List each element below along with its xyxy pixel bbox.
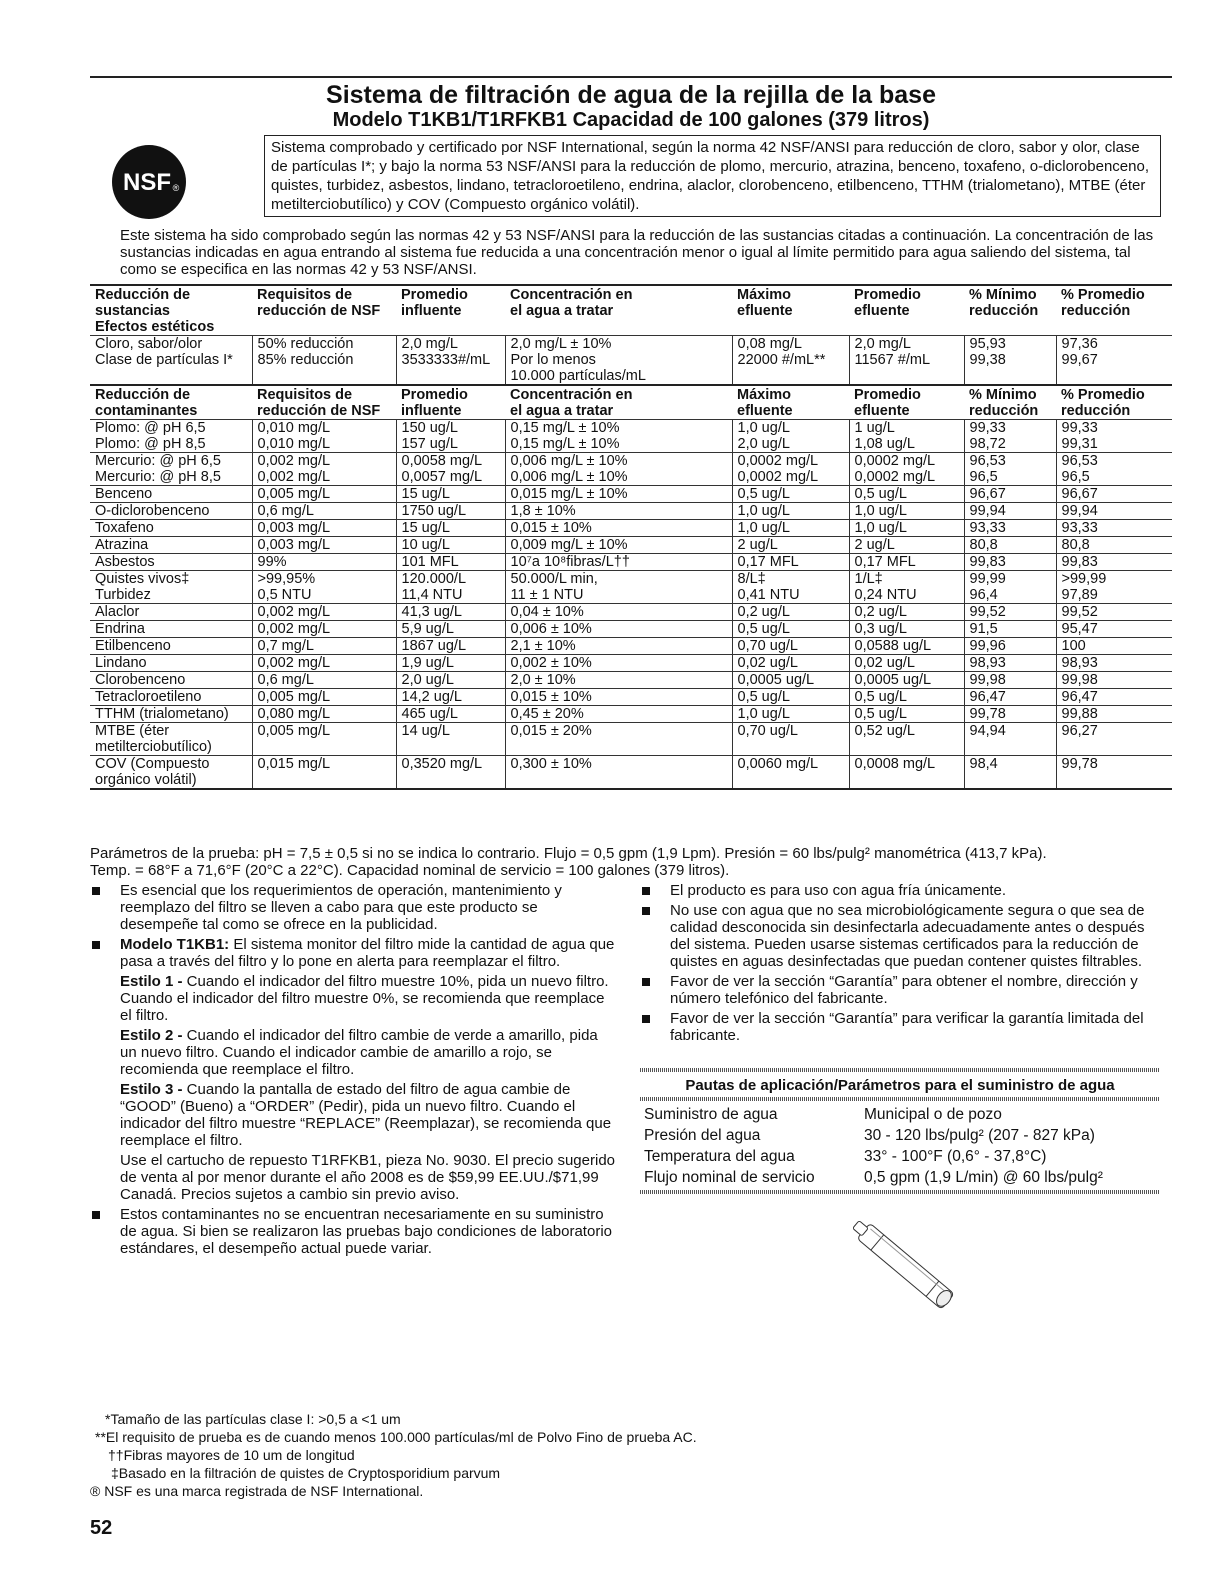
- table-cell: 0,7 mg/L: [252, 638, 396, 655]
- table-cell: 1,0 ug/L: [732, 706, 849, 723]
- table-cell: 0,0002 mg/L 0,0002 mg/L: [732, 453, 849, 486]
- table-row: [90, 638, 1172, 655]
- table-cell: 1,0 ug/L: [849, 520, 964, 537]
- table-cell: 99,88: [1056, 706, 1172, 723]
- top-rule: [90, 76, 1172, 78]
- table-row: [90, 503, 1172, 520]
- table-cell: 0,300 ± 10%: [505, 756, 732, 790]
- table-cell: >99,99 97,89: [1056, 571, 1172, 604]
- table-row: [90, 554, 1172, 571]
- guideline-row: Temperatura del agua 33° - 100°F (0,6° - 37,8°C): [644, 1148, 1047, 1165]
- params-line: Temp. = 68°F a 71,6°F (20°C a 22°C). Capacidad nominal de servicio = 100 galones (379 litros).: [90, 862, 730, 879]
- table-cell: 1,0 ug/L: [732, 503, 849, 520]
- table-cell: 0,002 ± 10%: [505, 655, 732, 672]
- table-cell: 0,3520 mg/L: [396, 756, 505, 790]
- list-item: No use con agua que no sea microbiológicamente segura o que sea de calidad desconocida sin desinfectarla adecuadamente antes o después del sistema. Pueden usarse sistemas certificados para la reducción de quistes en aguas desinfectadas que puedan contener quistes filtrables.: [640, 902, 1160, 970]
- right-column: [640, 882, 1160, 1047]
- table-cell: 465 ug/L: [396, 706, 505, 723]
- table-cell: 0,015 ± 10%: [505, 689, 732, 706]
- style-3-note: Estilo 3 - Cuando la pantalla de estado del filtro de agua cambie de “GOOD” (Bueno) a “ORDER” (Pedir), pida un nuevo filtro. Cuando el indicador del filtro muestre “REPLACE” (Reemplazar), se recomienda que reemplace el filtro.: [120, 1081, 612, 1149]
- table-row: [90, 571, 1172, 604]
- table-cell: 100: [1056, 638, 1172, 655]
- table-cell: 0,04 ± 10%: [505, 604, 732, 621]
- list-item: Modelo T1KB1: El sistema monitor del filtro mide la cantidad de agua que pasa a través del filtro y lo pone en alerta para reemplazar el filtro.: [90, 936, 615, 970]
- table-cell: 0,006 mg/L ± 10% 0,006 mg/L ± 10%: [505, 453, 732, 486]
- table-cell: 2,0 ug/L: [396, 672, 505, 689]
- table-cell: 94,94: [964, 723, 1056, 756]
- table-cell: O-diclorobenceno: [90, 503, 252, 520]
- guideline-row: Presión del agua 30 - 120 lbs/pulg² (207 - 827 kPa): [644, 1127, 1095, 1144]
- table-cell: 95,93 99,38: [964, 336, 1056, 386]
- style-1-note: Estilo 1 - Cuando el indicador del filtro muestre 10%, pida un nuevo filtro. Cuando el indicador del filtro muestre 0%, se recomienda que reemplace el filtro.: [120, 973, 609, 1024]
- table-cell: 14,2 ug/L: [396, 689, 505, 706]
- footnotes: [90, 1410, 890, 1500]
- table-cell: 0,0002 mg/L 0,0002 mg/L: [849, 453, 964, 486]
- table-cell: 99,98: [1056, 672, 1172, 689]
- table-cell: 0,003 mg/L: [252, 520, 396, 537]
- table-cell: 0,3 ug/L: [849, 621, 964, 638]
- table-cell: 93,33: [1056, 520, 1172, 537]
- table-cell: 0,015 mg/L ± 10%: [505, 486, 732, 503]
- table-cell: 95,47: [1056, 621, 1172, 638]
- cartridge-note: Use el cartucho de repuesto T1RFKB1, pieza No. 9030. El precio sugerido de venta al por menor durante el año 2008 es de $59,99 EE.UU./$71,99 Canadá. Precios sujetos a cambio sin previo aviso.: [120, 1152, 615, 1203]
- table-cell: MTBE (éter metilterciobutílico): [90, 723, 252, 756]
- water-supply-guidelines: [640, 1068, 1160, 1194]
- table-cell: 96,53 96,5: [964, 453, 1056, 486]
- list-item: Favor de ver la sección “Garantía” para verificar la garantía limitada del fabricante.: [640, 1010, 1160, 1044]
- table-row: [90, 689, 1172, 706]
- table-cell: 0,5 ug/L: [732, 486, 849, 503]
- footnote: **El requisito de prueba es de cuando menos 100.000 partículas/ml de Polvo Fino de prueba AC.: [95, 1429, 697, 1445]
- page-title: Sistema de filtración de agua de la rejilla de la base: [326, 81, 936, 109]
- column-header: % Mínimo reducción: [964, 285, 1056, 336]
- table-cell: Etilbenceno: [90, 638, 252, 655]
- table-cell: 2,0 mg/L 11567 #/mL: [849, 336, 964, 386]
- table-row: [90, 486, 1172, 503]
- table-cell: COV (Compuesto orgánico volátil): [90, 756, 252, 790]
- table-cell: 99,52: [964, 604, 1056, 621]
- guidelines-title: Pautas de aplicación/Parámetros para el suministro de agua: [685, 1077, 1115, 1094]
- table-cell: 2 ug/L: [849, 537, 964, 554]
- column-header: Reducción de contaminantes: [90, 385, 252, 420]
- table-cell: 0,005 mg/L: [252, 723, 396, 756]
- table-cell: 120.000/L 11,4 NTU: [396, 571, 505, 604]
- table-cell: 2,0 ± 10%: [505, 672, 732, 689]
- list-item: El producto es para uso con agua fría únicamente.: [640, 882, 1160, 899]
- table-cell: 0,2 ug/L: [732, 604, 849, 621]
- table-cell: 0,08 mg/L 22000 #/mL**: [732, 336, 849, 386]
- test-parameters: [90, 845, 1172, 879]
- table-cell: 0,0588 ug/L: [849, 638, 964, 655]
- table-cell: 0,5 ug/L: [849, 706, 964, 723]
- table-header-row: [90, 285, 1172, 336]
- table-cell: 1 ug/L 1,08 ug/L: [849, 420, 964, 453]
- intro-paragraph: Este sistema ha sido comprobado según las normas 42 y 53 NSF/ANSI para la reducción de las sustancias citadas a continuación. La concentración de las sustancias indicadas en agua entrando al sistema fue reducida a una concentración menor o igual al límite permitido para agua saliendo del sistema, tal como se especifica en las normas 42 y 53 NSF/ANSI.: [120, 227, 1154, 278]
- table-cell: 99,94: [1056, 503, 1172, 520]
- page-subtitle: Modelo T1KB1/T1RFKB1 Capacidad de 100 galones (379 litros): [332, 109, 930, 131]
- list-item: Estos contaminantes no se encuentran necesariamente en su suministro de agua. Si bien se realizaron las pruebas bajo condiciones de laboratorio estándares, el desempeño actual puede variar.: [90, 1206, 615, 1257]
- table-cell: 0,015 ± 20%: [505, 723, 732, 756]
- table-cell: 0,5 ug/L: [732, 621, 849, 638]
- table-cell: 5,9 ug/L: [396, 621, 505, 638]
- table-row: [90, 655, 1172, 672]
- table-cell: Mercurio: @ pH 6,5 Mercurio: @ pH 8,5: [90, 453, 252, 486]
- table-cell: 0,002 mg/L: [252, 621, 396, 638]
- table-cell: 10 ug/L: [396, 537, 505, 554]
- reduction-table: [90, 284, 1172, 790]
- table-cell: 10⁷a 10⁸fibras/L††: [505, 554, 732, 571]
- table-cell: 80,8: [964, 537, 1056, 554]
- table-cell: 1,0 ug/L: [732, 520, 849, 537]
- column-header: Reducción de sustancias Efectos estéticos: [90, 285, 252, 336]
- table-cell: 97,36 99,67: [1056, 336, 1172, 386]
- table-cell: 96,53 96,5: [1056, 453, 1172, 486]
- params-line: Parámetros de la prueba: pH = 7,5 ± 0,5 si no se indica lo contrario. Flujo = 0,5 gpm (1,9 Lpm). Presión = 60 lbs/pulg² manométrica (413,7 kPa).: [90, 845, 1047, 862]
- table-row: [90, 537, 1172, 554]
- table-cell: 0,0005 ug/L: [732, 672, 849, 689]
- table-cell: 0,70 ug/L: [732, 638, 849, 655]
- table-cell: Alaclor: [90, 604, 252, 621]
- table-row: [90, 756, 1172, 790]
- table-cell: 98,93: [1056, 655, 1172, 672]
- table-cell: Toxafeno: [90, 520, 252, 537]
- table-cell: Atrazina: [90, 537, 252, 554]
- logo-mark: ®: [172, 183, 180, 193]
- table-cell: 0,002 mg/L 0,002 mg/L: [252, 453, 396, 486]
- footnote: ††Fibras mayores de 10 um de longitud: [108, 1447, 355, 1463]
- table-cell: Quistes vivos‡ Turbidez: [90, 571, 252, 604]
- table-cell: 99,83: [964, 554, 1056, 571]
- guideline-row: Flujo nominal de servicio 0,5 gpm (1,9 L/min) @ 60 lbs/pulg²: [644, 1169, 1103, 1186]
- table-cell: 96,67: [1056, 486, 1172, 503]
- table-cell: >99,95% 0,5 NTU: [252, 571, 396, 604]
- table-cell: 50.000/L min, 11 ± 1 NTU: [505, 571, 732, 604]
- table-cell: 98,4: [964, 756, 1056, 790]
- table-cell: 99,78: [964, 706, 1056, 723]
- table-cell: 0,080 mg/L: [252, 706, 396, 723]
- table-row: [90, 706, 1172, 723]
- table-cell: 1867 ug/L: [396, 638, 505, 655]
- table-cell: 2 ug/L: [732, 537, 849, 554]
- nsf-logo-icon: [110, 143, 188, 221]
- table-cell: 99,96: [964, 638, 1056, 655]
- footnote: ‡Basado en la filtración de quistes de Cryptosporidium parvum: [111, 1465, 501, 1481]
- table-row: [90, 723, 1172, 756]
- table-cell: 99,33 98,72: [964, 420, 1056, 453]
- table-header-row: [90, 385, 1172, 420]
- table-cell: 41,3 ug/L: [396, 604, 505, 621]
- table-cell: 0,5 ug/L: [849, 486, 964, 503]
- filter-cartridge-icon: [840, 1212, 970, 1322]
- table-cell: 96,67: [964, 486, 1056, 503]
- table-cell: 0,010 mg/L 0,010 mg/L: [252, 420, 396, 453]
- table-cell: 14 ug/L: [396, 723, 505, 756]
- table-cell: Cloro, sabor/olor Clase de partículas I*: [90, 336, 252, 386]
- left-column: [90, 882, 615, 1260]
- table-cell: 1750 ug/L: [396, 503, 505, 520]
- column-header: % Promedio reducción: [1056, 385, 1172, 420]
- table-cell: 96,47: [1056, 689, 1172, 706]
- certification-box: Sistema comprobado y certificado por NSF International, según la norma 42 NSF/ANSI para reducción de cloro, sabor y olor, clase de partículas I*; y bajo la norma 53 NSF/ANSI para la reducción de plomo, mercurio, atrazina, benceno, toxafeno, o-diclorobenceno, quistes, turbidez, asbestos, lindano, tetracloroetileno, endrina, alaclor, clorobenceno, etilbenceno, TTHM (trialometano), MTBE (éter metilterciobutílico) y COV (Compuesto orgánico volátil).: [264, 135, 1161, 217]
- table-cell: 0,0060 mg/L: [732, 756, 849, 790]
- column-header: Requisitos de reducción de NSF: [252, 285, 396, 336]
- table-cell: 1,8 ± 10%: [505, 503, 732, 520]
- table-cell: 99,33 99,31: [1056, 420, 1172, 453]
- column-header: % Mínimo reducción: [964, 385, 1056, 420]
- table-cell: 99%: [252, 554, 396, 571]
- table-cell: 0,17 MFL: [849, 554, 964, 571]
- table-cell: 0,45 ± 20%: [505, 706, 732, 723]
- table-cell: 0,003 mg/L: [252, 537, 396, 554]
- table-cell: Plomo: @ pH 6,5 Plomo: @ pH 8,5: [90, 420, 252, 453]
- column-header: Máximo efluente: [732, 285, 849, 336]
- table-cell: 96,47: [964, 689, 1056, 706]
- table-cell: 0,15 mg/L ± 10% 0,15 mg/L ± 10%: [505, 420, 732, 453]
- table-cell: Clorobenceno: [90, 672, 252, 689]
- logo-text: NSF: [123, 169, 171, 196]
- table-cell: 0,015 mg/L: [252, 756, 396, 790]
- table-cell: 96,27: [1056, 723, 1172, 756]
- table-cell: 0,0058 mg/L 0,0057 mg/L: [396, 453, 505, 486]
- column-header: Promedio efluente: [849, 385, 964, 420]
- list-item: Es esencial que los requerimientos de operación, mantenimiento y reemplazo del filtro se lleven a cabo para que este producto se desempeñe tal como se ofrece en la publicidad.: [90, 882, 615, 933]
- table-cell: Lindano: [90, 655, 252, 672]
- table-cell: 1,0 ug/L: [849, 503, 964, 520]
- table-cell: Endrina: [90, 621, 252, 638]
- footnote: *Tamaño de las partículas clase I: >0,5 a <1 um: [105, 1411, 401, 1427]
- column-header: % Promedio reducción: [1056, 285, 1172, 336]
- table-cell: 0,02 ug/L: [849, 655, 964, 672]
- column-header: Promedio efluente: [849, 285, 964, 336]
- table-row: [90, 336, 1172, 386]
- table-cell: 99,83: [1056, 554, 1172, 571]
- table-cell: 15 ug/L: [396, 486, 505, 503]
- table-row: [90, 420, 1172, 453]
- table-cell: 0,002 mg/L: [252, 655, 396, 672]
- table-cell: 0,002 mg/L: [252, 604, 396, 621]
- table-cell: 0,5 ug/L: [732, 689, 849, 706]
- table-cell: 8/L‡ 0,41 NTU: [732, 571, 849, 604]
- guideline-row: Suministro de agua Municipal o de pozo: [644, 1106, 1002, 1123]
- table-cell: 101 MFL: [396, 554, 505, 571]
- column-header: Concentración en el agua a tratar: [505, 285, 732, 336]
- table-cell: 0,2 ug/L: [849, 604, 964, 621]
- column-header: Promedio influente: [396, 285, 505, 336]
- page-number: 52: [90, 1517, 113, 1539]
- table-cell: Benceno: [90, 486, 252, 503]
- table-cell: 93,33: [964, 520, 1056, 537]
- table-cell: 2,0 mg/L 3533333#/mL: [396, 336, 505, 386]
- table-cell: 0,005 mg/L: [252, 689, 396, 706]
- table-cell: 0,0008 mg/L: [849, 756, 964, 790]
- table-cell: 99,94: [964, 503, 1056, 520]
- table-cell: 50% reducción 85% reducción: [252, 336, 396, 386]
- table-row: [90, 453, 1172, 486]
- table-cell: 99,78: [1056, 756, 1172, 790]
- table-cell: 0,17 MFL: [732, 554, 849, 571]
- table-cell: 0,005 mg/L: [252, 486, 396, 503]
- table-cell: 0,02 ug/L: [732, 655, 849, 672]
- table-cell: 0,70 ug/L: [732, 723, 849, 756]
- table-cell: Tetracloroetileno: [90, 689, 252, 706]
- table-cell: 99,98: [964, 672, 1056, 689]
- table-cell: 0,015 ± 10%: [505, 520, 732, 537]
- table-cell: 0,006 ± 10%: [505, 621, 732, 638]
- column-header: Concentración en el agua a tratar: [505, 385, 732, 420]
- table-row: [90, 672, 1172, 689]
- table-cell: 99,99 96,4: [964, 571, 1056, 604]
- table-row: [90, 604, 1172, 621]
- table-cell: 99,52: [1056, 604, 1172, 621]
- table-cell: 91,5: [964, 621, 1056, 638]
- table-cell: 0,009 mg/L ± 10%: [505, 537, 732, 554]
- table-cell: 2,1 ± 10%: [505, 638, 732, 655]
- table-cell: 0,52 ug/L: [849, 723, 964, 756]
- column-header: Promedio influente: [396, 385, 505, 420]
- hatch-divider: [640, 1190, 1160, 1194]
- table-cell: 2,0 mg/L ± 10% Por lo menos 10.000 partículas/mL: [505, 336, 732, 386]
- list-item: Favor de ver la sección “Garantía” para obtener el nombre, dirección y número telefónico del fabricante.: [640, 973, 1160, 1007]
- table-row: [90, 520, 1172, 537]
- table-cell: 15 ug/L: [396, 520, 505, 537]
- table-cell: 1/L‡ 0,24 NTU: [849, 571, 964, 604]
- table-cell: 98,93: [964, 655, 1056, 672]
- table-row: [90, 621, 1172, 638]
- table-cell: 80,8: [1056, 537, 1172, 554]
- footnote: ® NSF es una marca registrada de NSF International.: [90, 1483, 424, 1499]
- column-header: Máximo efluente: [732, 385, 849, 420]
- column-header: Requisitos de reducción de NSF: [252, 385, 396, 420]
- style-2-note: Estilo 2 - Cuando el indicador del filtro cambie de verde a amarillo, pida un nuevo filtro. Cuando el indicador cambie de amarillo a rojo, se recomienda que reemplace el filtro.: [120, 1027, 598, 1078]
- table-cell: 150 ug/L 157 ug/L: [396, 420, 505, 453]
- table-cell: 1,9 ug/L: [396, 655, 505, 672]
- table-cell: TTHM (trialometano): [90, 706, 252, 723]
- table-cell: Asbestos: [90, 554, 252, 571]
- table-cell: 0,6 mg/L: [252, 672, 396, 689]
- table-cell: 0,6 mg/L: [252, 503, 396, 520]
- table-cell: 1,0 ug/L 2,0 ug/L: [732, 420, 849, 453]
- table-cell: 0,0005 ug/L: [849, 672, 964, 689]
- table-cell: 0,5 ug/L: [849, 689, 964, 706]
